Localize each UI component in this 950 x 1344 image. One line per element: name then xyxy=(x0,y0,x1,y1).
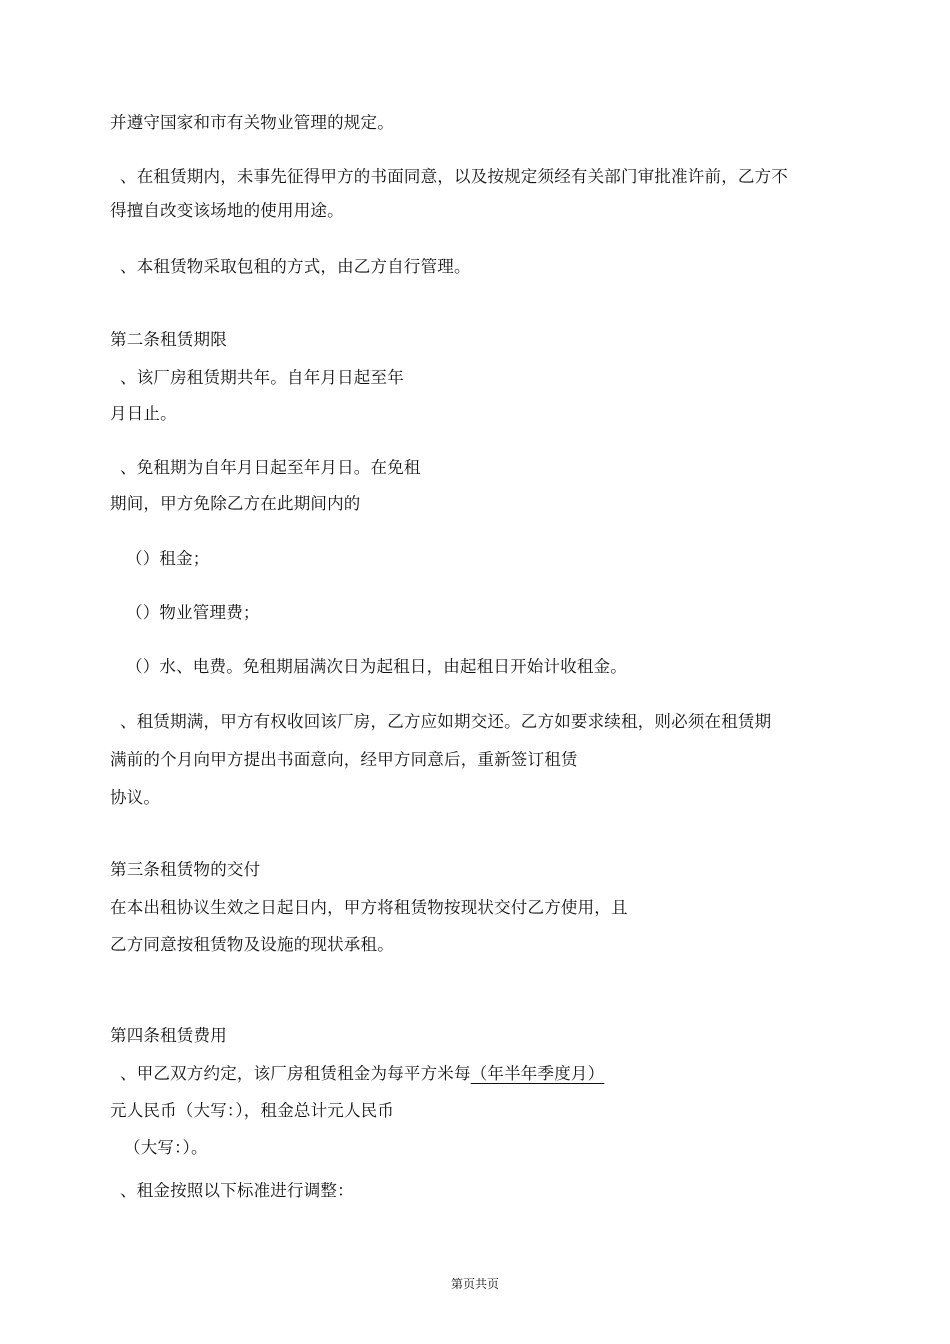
text-line: 、在租赁期内，未事先征得甲方的书面同意，以及按规定须经有关部门审批准许前，乙方不 xyxy=(120,167,788,186)
text-line: 协议。 xyxy=(110,788,161,807)
rent-period-options: （年半年季度月） xyxy=(470,1064,605,1083)
section-heading: 第四条租赁费用 xyxy=(110,1026,227,1045)
text-line: 乙方同意按租赁物及设施的现状承租。 xyxy=(110,935,394,954)
section-heading: 第二条租赁期限 xyxy=(110,330,227,349)
text-line: 满前的个月向甲方提出书面意向，经甲方同意后，重新签订租赁 xyxy=(110,750,578,769)
list-item: （）水、电费。免租期届满次日为起租日，由起租日开始计收租金。 xyxy=(126,657,627,676)
section-heading: 第三条租赁物的交付 xyxy=(110,860,261,879)
text-line xyxy=(120,1063,604,1085)
text-line: 在本出租协议生效之日起日内，甲方将租赁物按现状交付乙方使用，且 xyxy=(110,898,628,917)
text-line: 期间，甲方免除乙方在此期间内的 xyxy=(110,494,361,513)
text-line: 、免租期为自年月日起至年月日。在免租 xyxy=(120,458,421,477)
text-line: 、租赁期满，甲方有权收回该厂房，乙方应如期交还。乙方如要求续租，则必须在租赁期 xyxy=(120,712,772,731)
text-line: 得擅自改变该场地的使用用途。 xyxy=(110,201,344,220)
text-line: （大写：）。 xyxy=(124,1138,208,1157)
text-line: 、本租赁物采取包租的方式，由乙方自行管理。 xyxy=(120,257,471,276)
text-line: 元人民币（大写：），租金总计元人民币 xyxy=(110,1101,395,1120)
list-item: （）物业管理费； xyxy=(126,603,260,622)
list-item: （）租金； xyxy=(126,549,210,568)
text-line: 并遵守国家和市有关物业管理的规定。 xyxy=(110,113,394,132)
page-footer: 第页共页 xyxy=(450,1277,499,1291)
rent-clause-text: 、甲乙双方约定，该厂房租赁租金为每平方米每 xyxy=(120,1064,471,1083)
text-line: 、该厂房租赁期共年。自年月日起至年 xyxy=(120,368,404,387)
text-line: 、租金按照以下标准进行调整： xyxy=(120,1181,354,1200)
text-line: 月日止。 xyxy=(110,404,177,423)
